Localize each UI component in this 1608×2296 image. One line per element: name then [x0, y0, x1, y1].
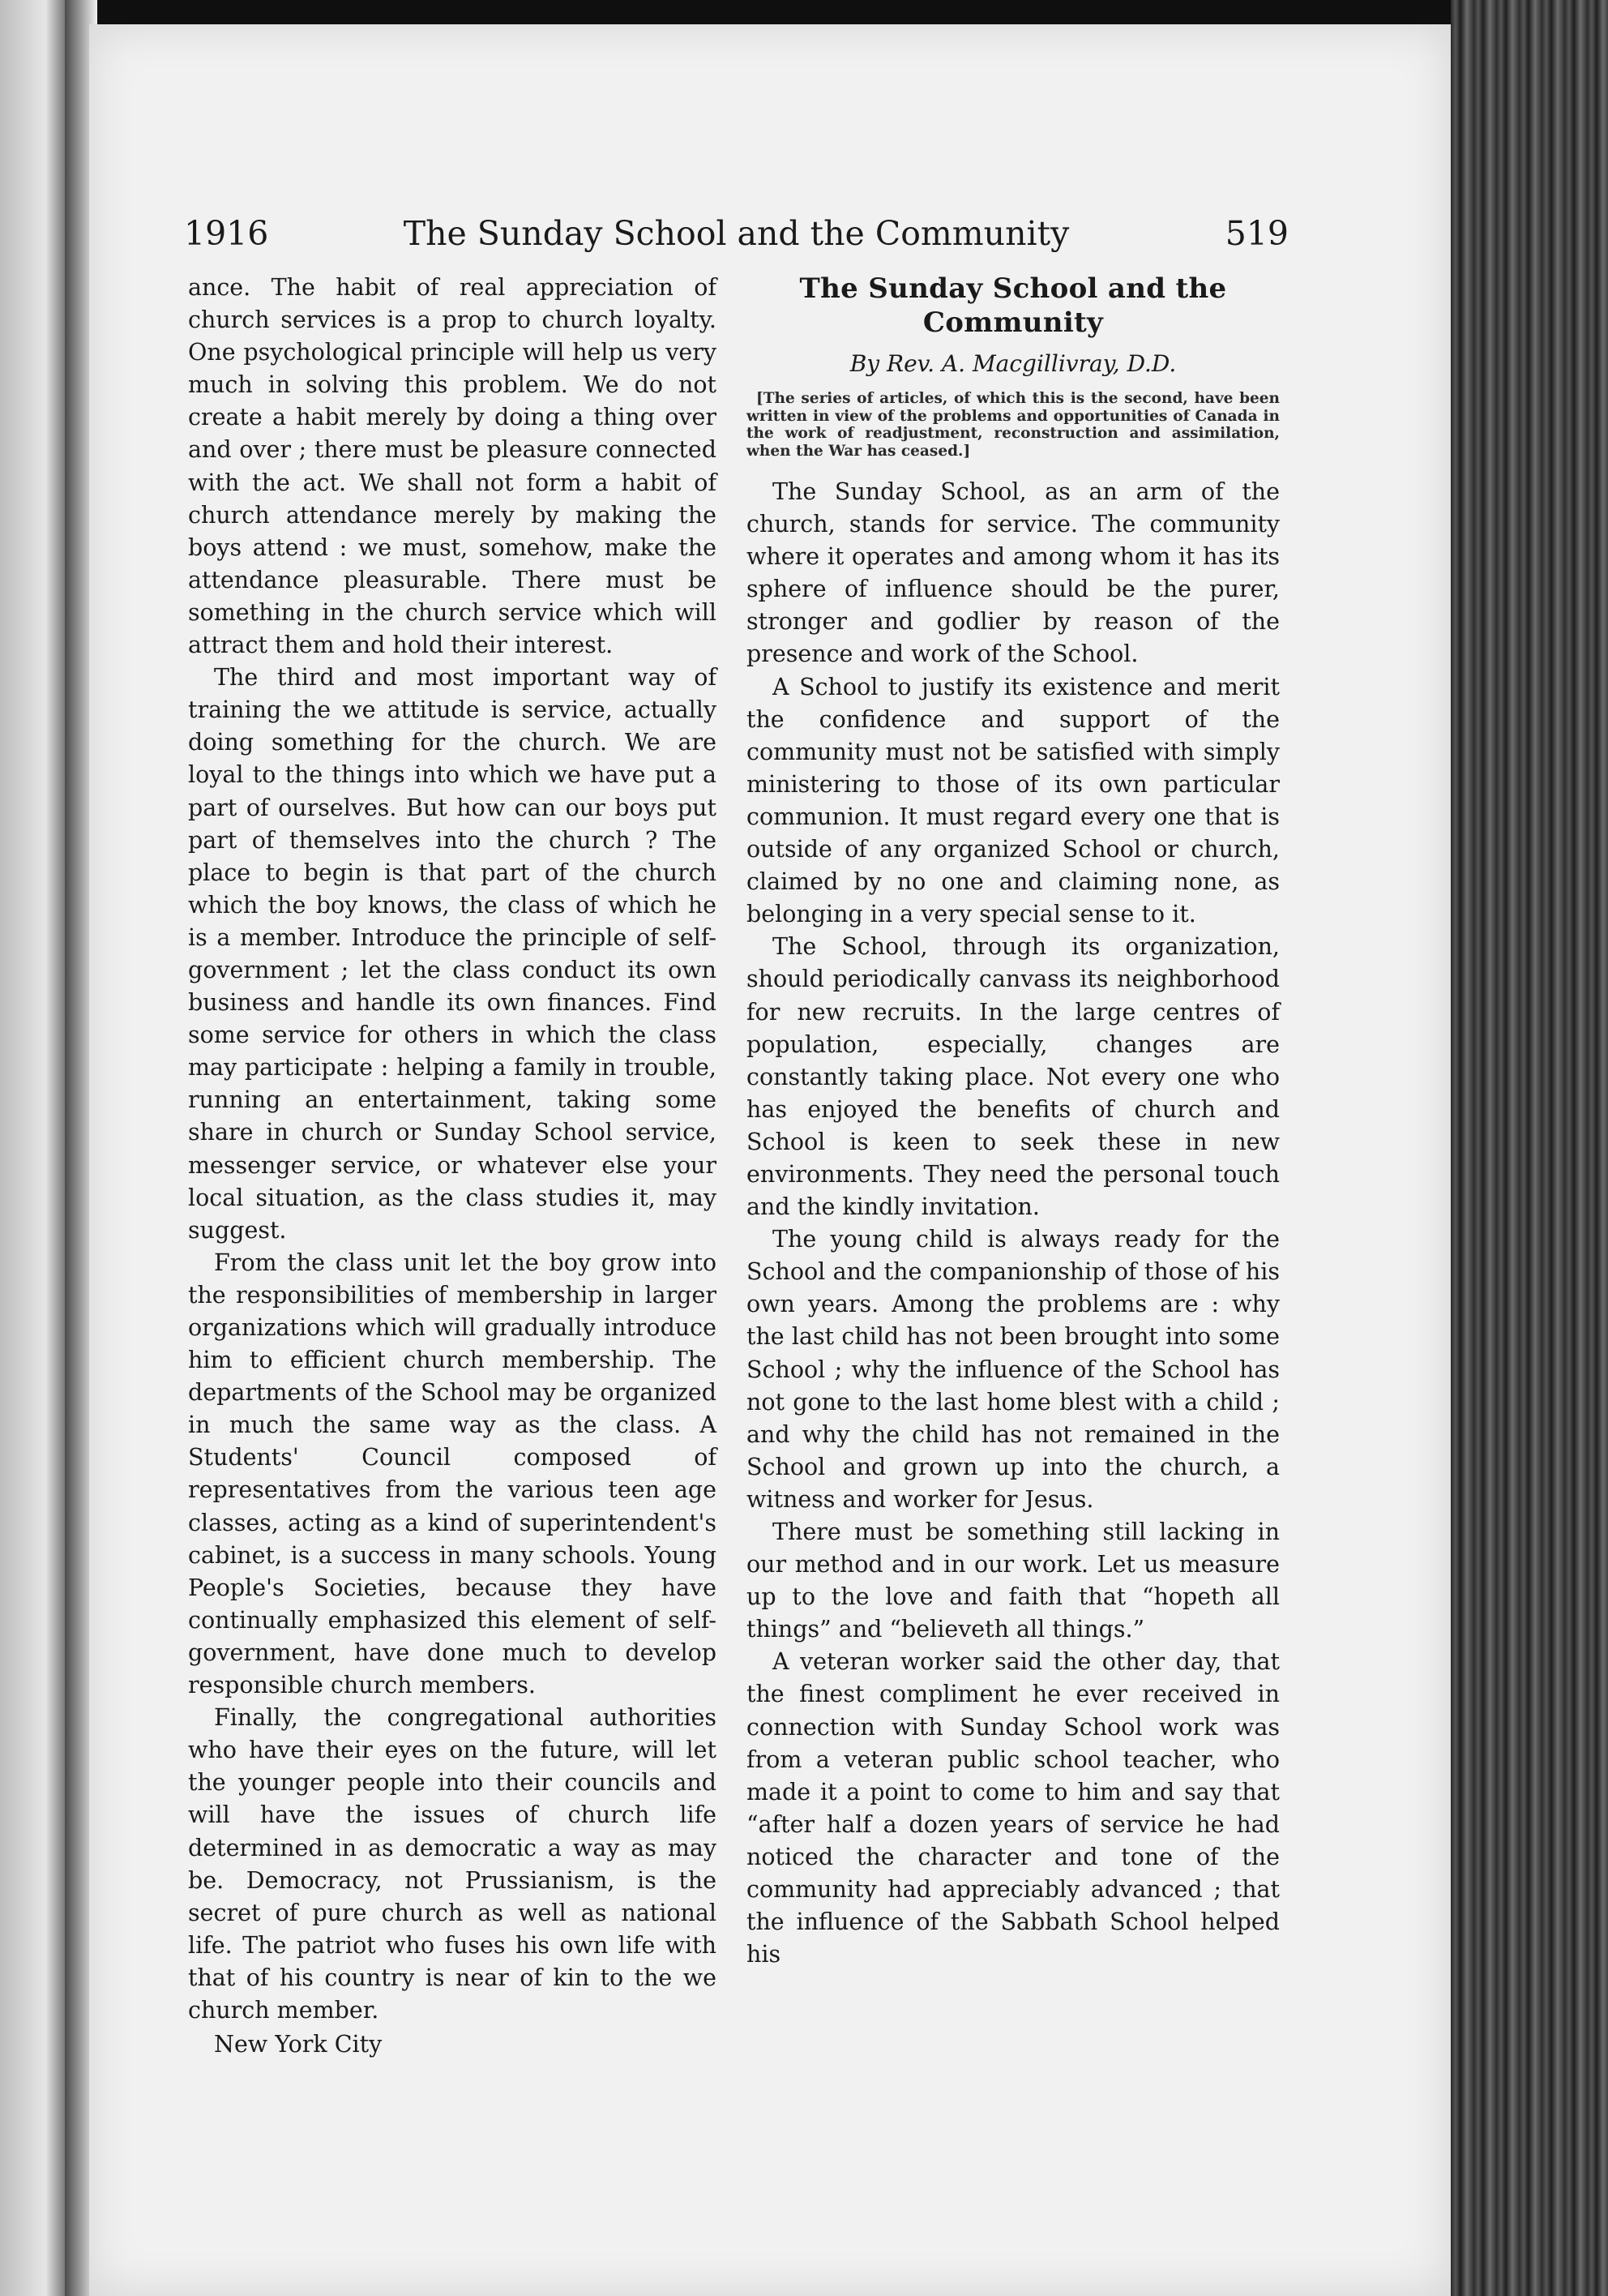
left-column	[188, 272, 716, 2061]
paragraph: There must be something still lacking in our method and in our work. Let us measure up to the love and faith that “hopeth all things” and “believeth all things.”	[746, 1519, 1280, 1643]
paragraph: ance. The habit of real appreciation of church services is a prop to church loyalty. One psychological principle will help us very much in solving this problem. We do not create a habit merely by doing a thing over and over ; there must be pleasure connected with the act. We shall not form a habit of church attendance merely by making the boys attend : we must, somehow, make the attendance pleasurable. There must be something in the church service which will attract them and hold their interest.	[188, 274, 716, 659]
facing-page-edge	[0, 0, 65, 2296]
running-head-title: The Sunday School and the Community	[403, 214, 1070, 253]
scan-top-edge	[89, 0, 1451, 24]
paragraph: The third and most important way of training the we attitude is service, actually doing something for the church. We are loyal to the things into which we have put a part of ourselves. But how can our boys put part of themselves into the church ? The place to begin is that part of the church which the boy knows, the class of which he is a member. Introduce the principle of self-government ; let the class conduct its own business and handle its own finances. Find some service for others in which the class may participate : helping a family in trouble, running an entertainment, taking some share in church or Sunday School service, messenger service, or whatever else your local situation, as the class studies it, may suggest.	[188, 664, 716, 1244]
paragraph: A veteran worker said the other day, that the finest compliment he ever received in connection with Sunday School work was from a veteran public school teacher, who made it a point to come to him and say that “after half a dozen years of service he had noticed the character and tone of the community had appreciably advanced ; that the influence of the Sabbath School helped his	[746, 1648, 1280, 1968]
editor-note: [The series of articles, of which this is the second, have been written in view of the problems and opportunities of Canada in the work of readjustment, reconstruction and assimilation, when the War has ceased.]	[746, 390, 1280, 460]
paragraph: From the class unit let the boy grow into the responsibilities of membership in larger organizations which will gradually introduce him to efficient church membership. The departments of the School may be organized in much the same way as the class. A Students' Council composed of representatives from the various teen age classes, acting as a kind of superintendent's cabinet, is a success in many schools. Young People's Societies, because they have continually emphasized this element of self-government, have done much to develop responsible church members.	[188, 1249, 716, 1699]
right-column	[746, 272, 1280, 1971]
paragraph: The young child is always ready for the School and the companionship of those of his own years. Among the problems are : why the last child has not been brought into some School ; why the influence of the School has not gone to the last home blest with a child ; and why the child has not remained in the School and grown up into the church, a witness and worker for Jesus.	[746, 1226, 1280, 1513]
running-head-year: 1916	[184, 214, 269, 253]
article-title: The Sunday School and the Community	[799, 272, 1227, 339]
paragraph: The Sunday School, as an arm of the church, stands for service. The community where it operates and among whom it has its sphere of influence should be the purer, stronger and godlier by reason of the presence and work of the School.	[746, 478, 1280, 668]
paragraph: A School to justify its existence and merit the confidence and support of the community must not be satisfied with simply ministering to those of its own particular communion. It must regard every one that is outside of any organized School or church, claimed by no one and claiming none, as belonging in a very special sense to it.	[746, 673, 1280, 928]
page-number: 519	[1225, 214, 1289, 253]
place-signature: New York City	[214, 2031, 383, 2058]
paragraph: Finally, the congregational authorities who have their eyes on the future, will let the younger people into their councils and will have the issues of church life determined in as democratic a way as may be. Democracy, not Prussianism, is the secret of pure church as well as national life. The patriot who fuses his own life with that of his country is near of kin to the we church member.	[188, 1704, 716, 2024]
running-head	[184, 209, 1289, 258]
book-spine	[1451, 0, 1608, 2296]
byline: By Rev. A. Macgillivray, D.D.	[849, 350, 1177, 377]
paragraph: The School, through its organization, should periodically canvass its neighborhood for new recruits. In the large centres of population, especially, changes are constantly taking place. Not every one who has enjoyed the benefits of church and School is keen to seek these in new environments. They need the personal touch and the kindly invitation.	[746, 933, 1280, 1221]
